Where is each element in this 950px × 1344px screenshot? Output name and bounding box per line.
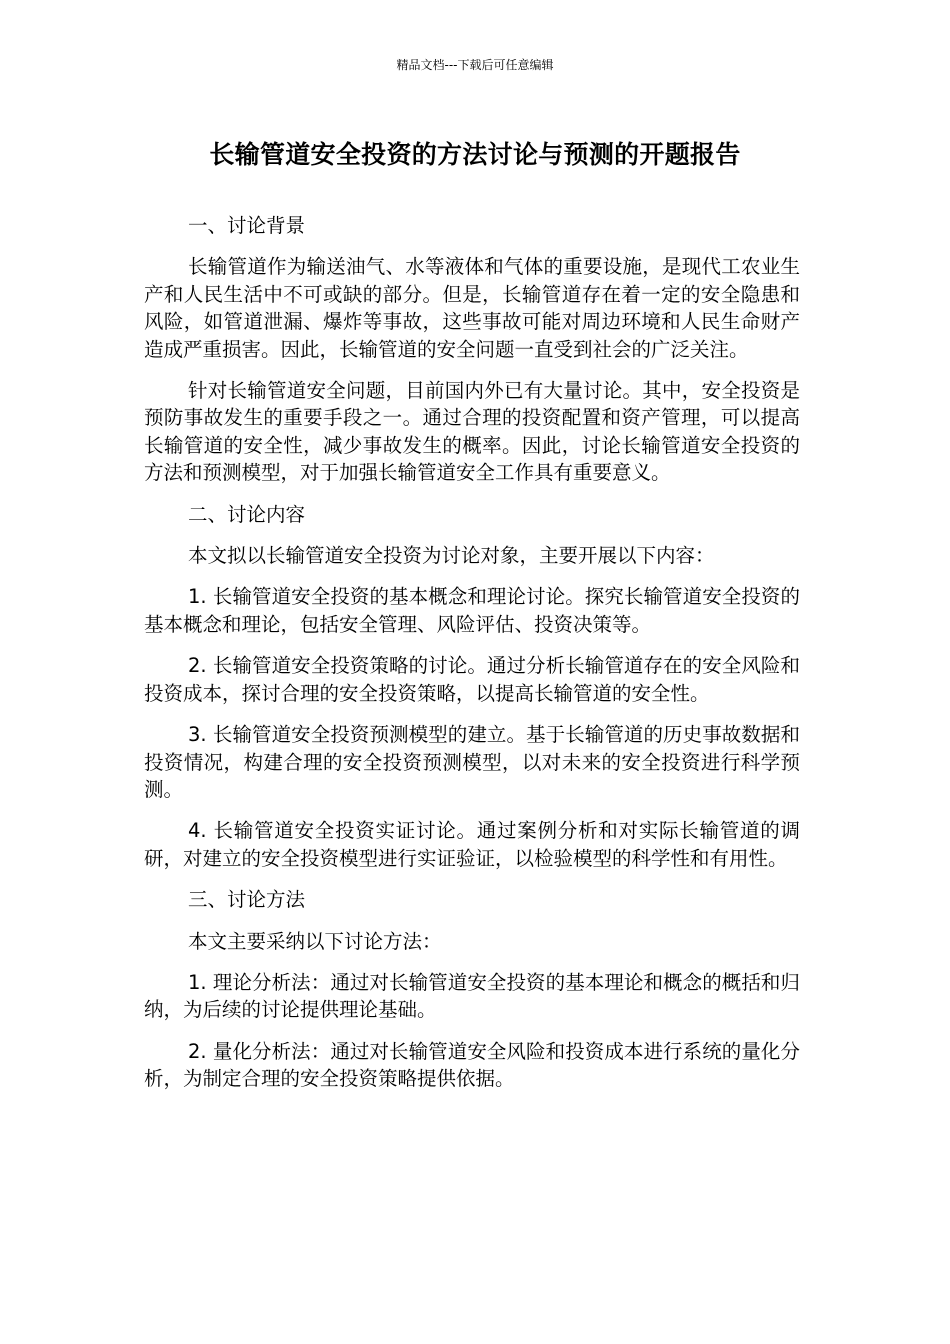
section-heading-background: 一、讨论背景 (188, 214, 306, 237)
paragraph-content-intro: 本文拟以长输管道安全投资为讨论对象，主要开展以下内容： (188, 544, 715, 568)
section-heading-methods: 三、讨论方法 (188, 888, 306, 912)
section-heading-content: 二、讨论内容 (188, 502, 306, 526)
document-title: 长输管道安全投资的方法讨论与预测的开题报告 (209, 140, 741, 169)
list-item-content-3: 3. 长输管道安全投资预测模型的建立。基于长输管道的历史事故数据和投资情况，构建合理的安全投资预测模型，以对未来的安全投资进行科学预测。 (144, 723, 800, 801)
paragraph-background-1: 长输管道作为输送油气、水等液体和气体的重要设施，是现代工农业生产和人民生活中不可或缺的部分。但是，长输管道存在着一定的安全隐患和风险，如管道泄漏、爆炸等事故，这些事故可能对周边环境和人民生命财产造成严重损害。因此，长输管道的安全问题一直受到社会的广泛关注。 (144, 255, 800, 361)
header-note: 精品文档---下载后可任意编辑 (396, 58, 554, 72)
list-item-content-4: 4. 长输管道安全投资实证讨论。通过案例分析和对实际长输管道的调研，对建立的安全投资模型进行实证验证，以检验模型的科学性和有用性。 (144, 819, 800, 870)
document-body (144, 212, 800, 1107)
list-item-methods-1: 1. 理论分析法：通过对长输管道安全投资的基本理论和概念的概括和归纳，为后续的讨论提供理论基础。 (144, 970, 800, 1022)
paragraph-background-2: 针对长输管道安全问题，目前国内外已有大量讨论。其中，安全投资是预防事故发生的重要手段之一。通过合理的投资配置和资产管理，可以提高长输管道的安全性，减少事故发生的概率。因此，讨论长输管道安全投资的方法和预测模型，对于加强长输管道安全工作具有重要意义。 (144, 379, 800, 485)
list-item-content-1: 1. 长输管道安全投资的基本概念和理论讨论。探究长输管道安全投资的基本概念和理论，包括安全管理、风险评估、投资决策等。 (144, 585, 800, 636)
paragraph-methods-intro: 本文主要采纳以下讨论方法： (188, 929, 442, 953)
list-item-content-2: 2. 长输管道安全投资策略的讨论。通过分析长输管道存在的安全风险和投资成本，探讨合理的安全投资策略，以提高长输管道的安全性。 (144, 654, 800, 705)
list-item-methods-2: 2. 量化分析法：通过对长输管道安全风险和投资成本进行系统的量化分析，为制定合理的安全投资策略提供依据。 (144, 1039, 800, 1091)
